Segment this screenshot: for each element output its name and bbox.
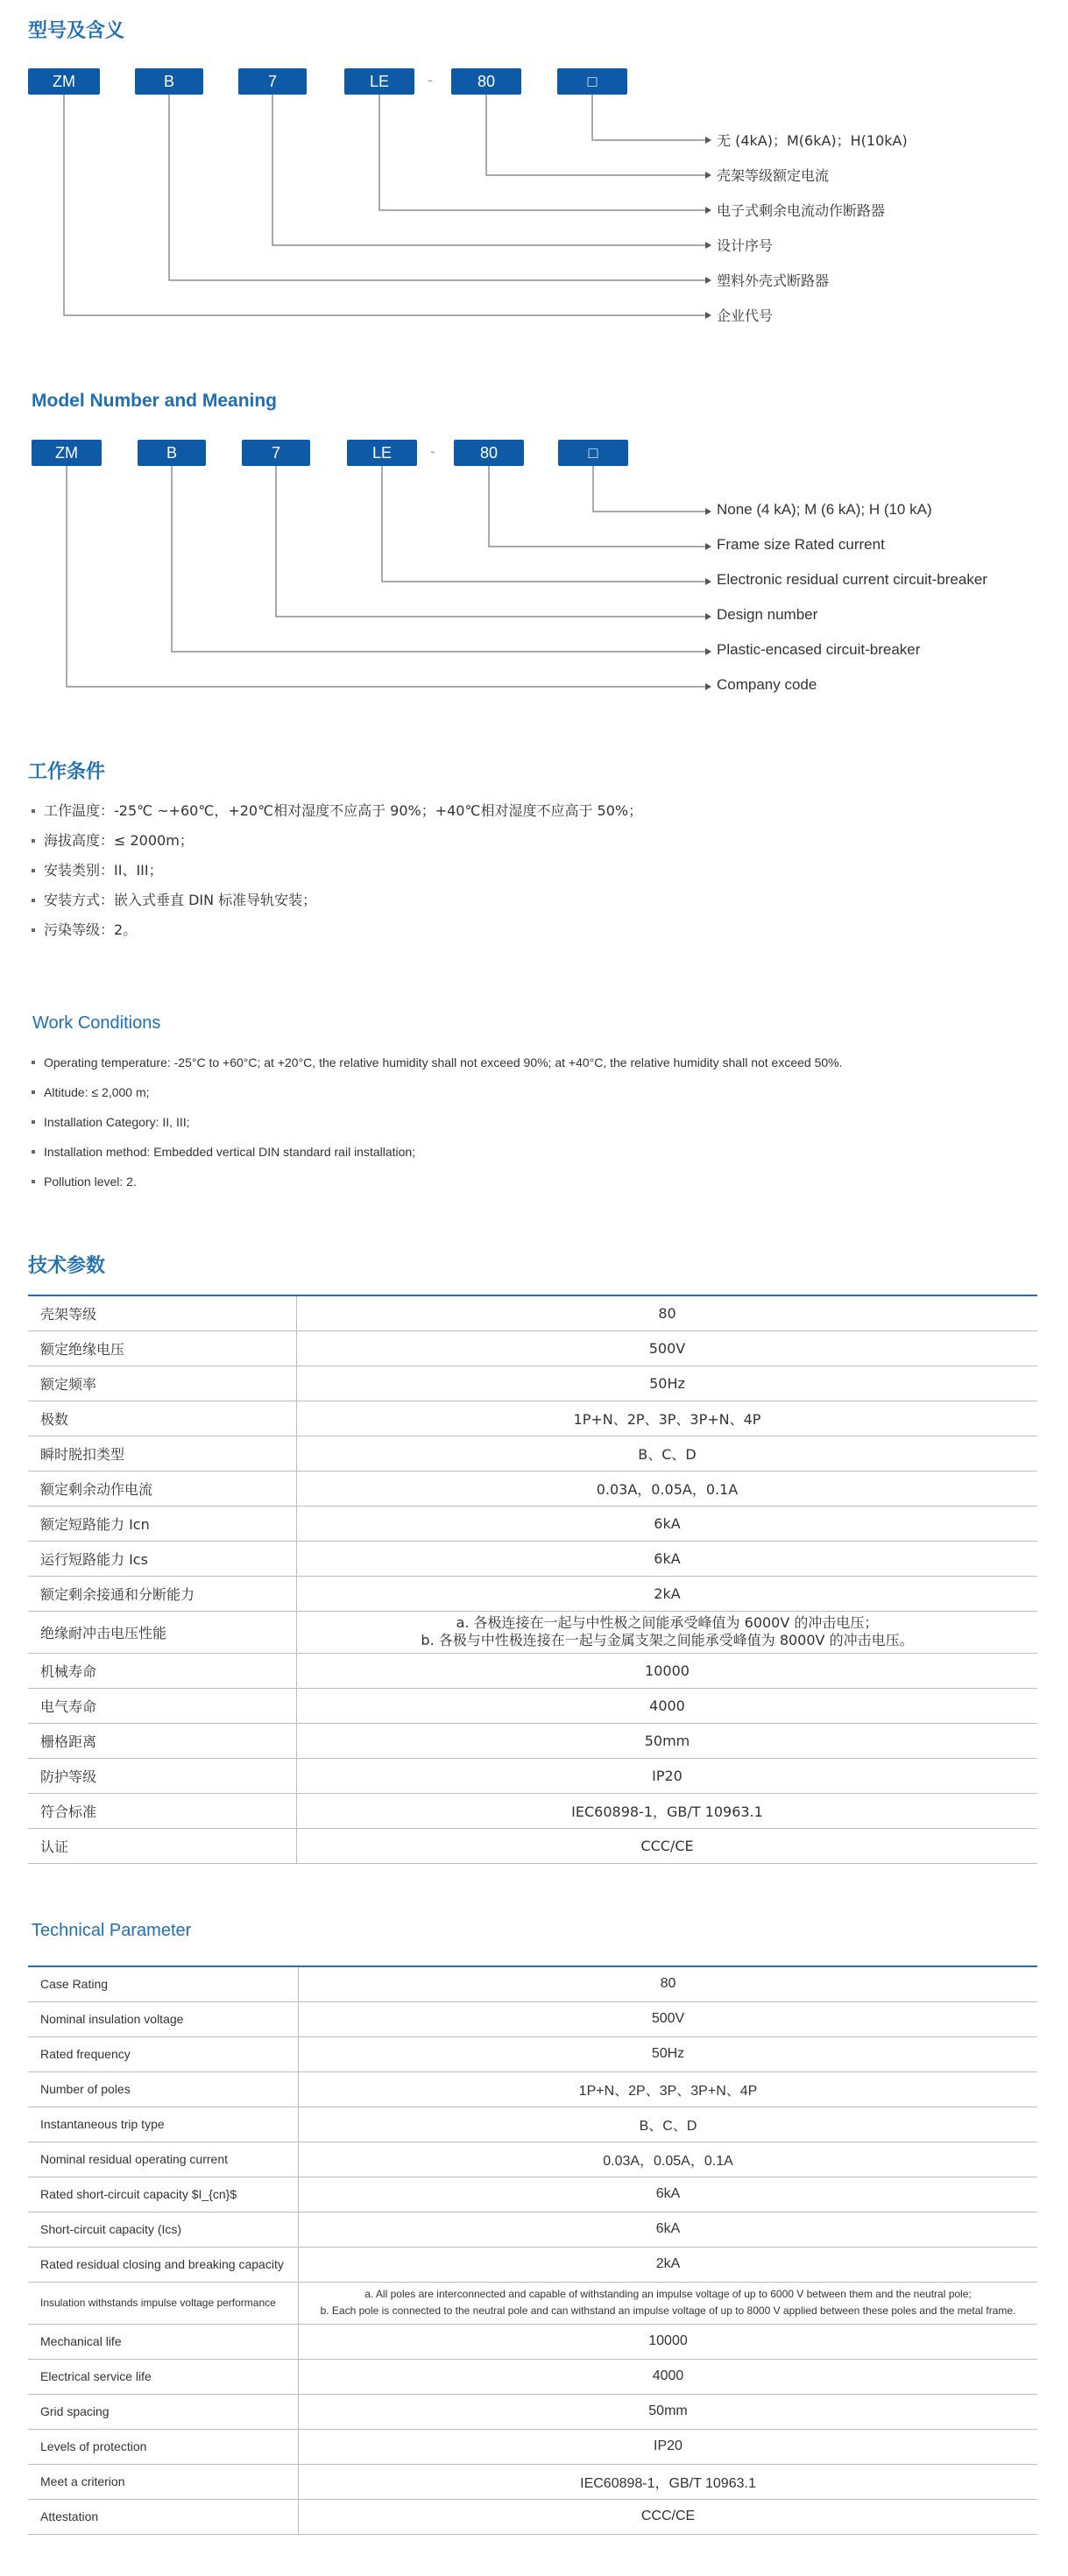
param-name: 额定短路能力 Icn — [28, 1506, 297, 1541]
param-value: 80 — [299, 1966, 1038, 2001]
label-product-type: Electronic residual current circuit-breaker — [717, 571, 987, 588]
table-row — [28, 1611, 1037, 1653]
cn-model-title: 型号及含义 — [28, 20, 125, 42]
table-row — [28, 2499, 1037, 2534]
param-value: CCC/CE — [299, 2499, 1038, 2534]
list-item: 安装方式：嵌入式垂直 DIN 标准导轨安装； — [30, 886, 642, 915]
param-value: 1P+N、2P、3P、3P+N、4P — [297, 1401, 1038, 1436]
table-row — [28, 1966, 1037, 2001]
param-name: Levels of protection — [28, 2429, 299, 2464]
code-box-breaking: □ — [558, 440, 628, 466]
param-value — [299, 2282, 1038, 2324]
table-row — [28, 1330, 1037, 1366]
table-row — [28, 1366, 1037, 1401]
param-name: 额定绝缘电压 — [28, 1330, 297, 1366]
table-row — [28, 1401, 1037, 1436]
param-name: Nominal insulation voltage — [28, 2001, 299, 2036]
param-value-line: a. All poles are interconnected and capable of withstanding an impulse voltage of up to 6000 V between them and the neutral pole; — [364, 2288, 972, 2300]
code-box-design: 7 — [238, 68, 307, 95]
param-name: 壳架等级 — [28, 1295, 297, 1330]
param-value: 4000 — [299, 2359, 1038, 2394]
param-value: 50Hz — [297, 1366, 1038, 1401]
table-row — [28, 2177, 1037, 2212]
list-item: Pollution level: 2. — [30, 1167, 843, 1196]
param-name: 电气寿命 — [28, 1688, 297, 1723]
param-name: Case Rating — [28, 1966, 299, 2001]
table-row — [28, 2212, 1037, 2247]
param-value: B、C、D — [297, 1436, 1038, 1471]
param-name: 额定频率 — [28, 1366, 297, 1401]
param-value: 10000 — [297, 1653, 1038, 1688]
cn-model-diagram — [0, 68, 1068, 384]
table-row — [28, 2282, 1037, 2324]
param-name: Meet a criterion — [28, 2464, 299, 2499]
table-row — [28, 1295, 1037, 1330]
leader-lines — [0, 440, 1068, 755]
param-value-line: b. 各极与中性极连接在一起与金属支架之间能承受峰值为 8000V 的冲击电压。 — [421, 1632, 914, 1648]
label-product-type: 电子式剩余电流动作断路器 — [717, 202, 886, 219]
param-value: CCC/CE — [297, 1828, 1038, 1863]
param-value: 50mm — [299, 2394, 1038, 2429]
param-value: 80 — [297, 1295, 1038, 1330]
table-row — [28, 2359, 1037, 2394]
param-value: 6kA — [297, 1541, 1038, 1576]
param-name: Short-circuit capacity (Ics) — [28, 2212, 299, 2247]
table-row — [28, 1436, 1037, 1471]
code-box-type: B — [135, 68, 203, 95]
table-row — [28, 1758, 1037, 1793]
list-item: Operating temperature: -25°C to +60°C; at +20°C, the relative humidity shall not exceed 90%; at +40°C, the relative humidity shall not exceed 50%. — [30, 1048, 843, 1077]
param-value-line: a. 各极连接在一起与中性极之间能承受峰值为 6000V 的冲击电压； — [456, 1614, 879, 1631]
param-value: 10000 — [299, 2324, 1038, 2359]
param-value: 2kA — [299, 2247, 1038, 2282]
param-value: 0.03A，0.05A，0.1A — [299, 2142, 1038, 2177]
table-row — [28, 1576, 1037, 1611]
param-name: 机械寿命 — [28, 1653, 297, 1688]
param-value: 6kA — [297, 1506, 1038, 1541]
param-value: 6kA — [299, 2212, 1038, 2247]
param-name: 运行短路能力 Ics — [28, 1541, 297, 1576]
param-value: B、C、D — [299, 2107, 1038, 2142]
param-value: IEC60898-1，GB/T 10963.1 — [299, 2464, 1038, 2499]
param-name: Nominal residual operating current — [28, 2142, 299, 2177]
param-name: Attestation — [28, 2499, 299, 2534]
param-name: 额定剩余动作电流 — [28, 1471, 297, 1506]
param-name: Electrical service life — [28, 2359, 299, 2394]
param-value: IP20 — [299, 2429, 1038, 2464]
param-name: Rated frequency — [28, 2036, 299, 2071]
param-value: 6kA — [299, 2177, 1038, 2212]
param-name: 符合标准 — [28, 1793, 297, 1828]
code-box-design: 7 — [242, 440, 310, 466]
code-box-breaking: □ — [557, 68, 627, 95]
code-box-product: LE — [344, 68, 414, 95]
param-value: 1P+N、2P、3P、3P+N、4P — [299, 2071, 1038, 2107]
label-frame-current: 壳架等级额定电流 — [717, 167, 830, 184]
param-value: 50Hz — [299, 2036, 1038, 2071]
param-name: 极数 — [28, 1401, 297, 1436]
param-name: 额定剩余接通和分断能力 — [28, 1576, 297, 1611]
table-row — [28, 2429, 1037, 2464]
table-row — [28, 1541, 1037, 1576]
label-company-code: Company code — [717, 676, 817, 693]
param-value: IP20 — [297, 1758, 1038, 1793]
param-name: Instantaneous trip type — [28, 2107, 299, 2142]
table-row — [28, 2107, 1037, 2142]
list-item: Installation method: Embedded vertical DIN standard rail installation; — [30, 1137, 843, 1167]
param-value: 50mm — [297, 1723, 1038, 1758]
label-company-code: 企业代号 — [717, 307, 774, 324]
list-item: Altitude: ≤ 2,000 m; — [30, 1077, 843, 1107]
en-conditions-title: Work Conditions — [32, 1013, 161, 1033]
table-row — [28, 2036, 1037, 2071]
cn-conditions-list — [30, 796, 642, 945]
en-model-title: Model Number and Meaning — [32, 391, 278, 411]
param-name: 防护等级 — [28, 1758, 297, 1793]
table-row — [28, 2071, 1037, 2107]
label-case-type: Plastic-encased circuit-breaker — [717, 641, 921, 658]
param-value: 2kA — [297, 1576, 1038, 1611]
en-params-title: Technical Parameter — [32, 1921, 192, 1940]
param-value: 0.03A，0.05A，0.1A — [297, 1471, 1038, 1506]
param-name: Mechanical life — [28, 2324, 299, 2359]
cn-params-title: 技术参数 — [28, 1255, 106, 1277]
code-separator: - — [428, 72, 433, 88]
list-item: 海拔高度：≤ 2000m； — [30, 826, 642, 856]
table-row — [28, 1793, 1037, 1828]
param-value: 4000 — [297, 1688, 1038, 1723]
en-conditions-list — [30, 1048, 843, 1196]
code-box-frame: 80 — [451, 68, 521, 95]
list-item: 工作温度：-25℃ ~+60℃，+20℃相对湿度不应高于 90%；+40℃相对湿度不应高于 50%； — [30, 796, 642, 826]
list-item: 安装类别：II、III； — [30, 856, 642, 886]
label-design-number: 设计序号 — [717, 237, 774, 254]
code-box-frame: 80 — [454, 440, 524, 466]
param-value: 500V — [299, 2001, 1038, 2036]
table-row — [28, 1506, 1037, 1541]
table-row — [28, 2247, 1037, 2282]
list-item: Installation Category: II, III; — [30, 1107, 843, 1137]
code-box-company: ZM — [32, 440, 102, 466]
param-name: 瞬时脱扣类型 — [28, 1436, 297, 1471]
label-breaking-capacity: 无 (4kA)；M(6kA)；H(10kA) — [717, 132, 908, 149]
param-name: Number of poles — [28, 2071, 299, 2107]
param-value — [297, 1611, 1038, 1653]
table-row — [28, 1828, 1037, 1863]
code-box-product: LE — [347, 440, 417, 466]
param-name: Rated short-circuit capacity $I_{cn}$ — [28, 2177, 299, 2212]
leader-lines — [0, 68, 1068, 384]
table-row — [28, 2394, 1037, 2429]
param-name: Insulation withstands impulse voltage performance — [28, 2282, 299, 2324]
cn-conditions-title: 工作条件 — [28, 761, 106, 783]
en-model-diagram — [0, 440, 1068, 755]
label-design-number: Design number — [717, 606, 818, 623]
table-row — [28, 1723, 1037, 1758]
param-name: Rated residual closing and breaking capacity — [28, 2247, 299, 2282]
table-row — [28, 2001, 1037, 2036]
param-name: 栅格距离 — [28, 1723, 297, 1758]
label-breaking-capacity: None (4 kA); M (6 kA); H (10 kA) — [717, 501, 932, 518]
table-row — [28, 2324, 1037, 2359]
param-value: IEC60898-1，GB/T 10963.1 — [297, 1793, 1038, 1828]
list-item: 污染等级：2。 — [30, 915, 642, 945]
code-separator: - — [430, 443, 435, 460]
cn-params-table — [28, 1295, 1037, 1864]
param-value: 500V — [297, 1330, 1038, 1366]
table-row — [28, 2464, 1037, 2499]
param-value-line: b. Each pole is connected to the neutral pole and can withstand an impulse voltage of up to 8000 V applied between these poles and the metal frame. — [320, 2304, 1016, 2317]
en-params-table — [28, 1966, 1037, 2535]
param-name: 绝缘耐冲击电压性能 — [28, 1611, 297, 1653]
code-box-type: B — [138, 440, 206, 466]
table-row — [28, 2142, 1037, 2177]
table-row — [28, 1471, 1037, 1506]
code-box-company: ZM — [28, 68, 100, 95]
table-row — [28, 1688, 1037, 1723]
label-frame-current: Frame size Rated current — [717, 536, 885, 553]
param-name: 认证 — [28, 1828, 297, 1863]
label-case-type: 塑料外壳式断路器 — [717, 272, 830, 289]
param-name: Grid spacing — [28, 2394, 299, 2429]
table-row — [28, 1653, 1037, 1688]
